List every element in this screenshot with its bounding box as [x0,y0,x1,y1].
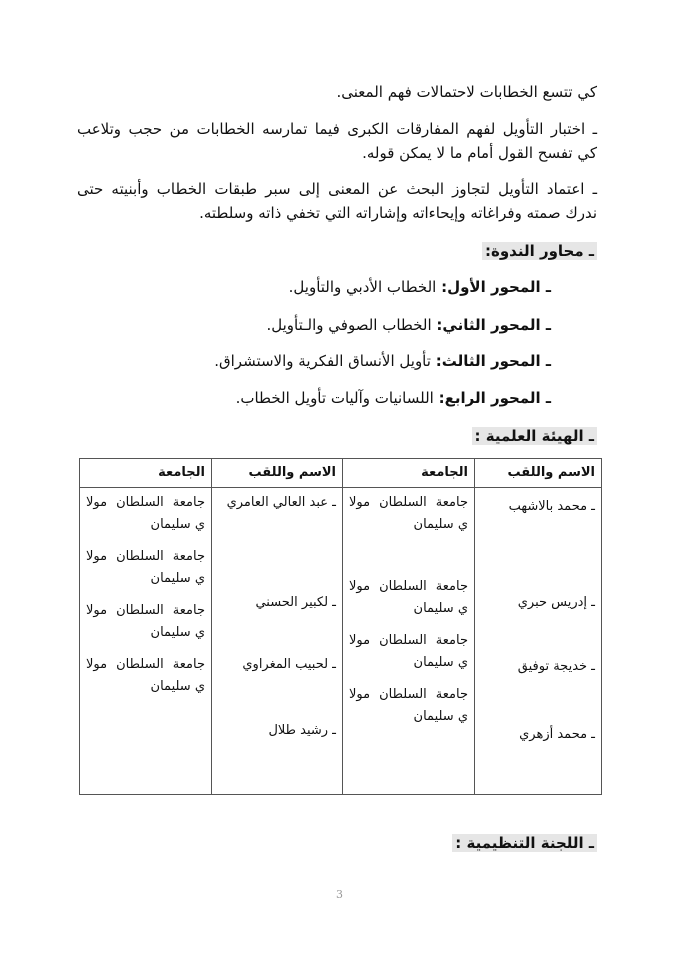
axis-label-4: ـ المحور الرابع: [438,389,551,407]
axis-item-1 [289,275,551,299]
member-university: جامعة السلطان مولا ي سليمان [349,579,468,616]
member-name: ـ إدريس حبري [517,595,595,610]
axis-text-1: الخطاب الأدبي والتأويل. [288,278,442,296]
axis-item-2 [266,313,551,337]
intro-p2-line-1: ـ اختبار التأويل لفهم المفارقات الكبرى فيما تمارسه الخطابات من حجب وتلاعب [77,120,597,138]
member-university: جامعة السلطان مولا ي سليمان [86,495,205,532]
header-name-title-1: الاسم واللقب [475,459,602,488]
member-name: ـ محمد أزهري [519,727,595,742]
universities-column-1 [343,488,475,795]
axis-text-2: الخطاب الصوفي والـتأويل. [266,316,437,334]
axis-item-4 [236,386,551,410]
organizing-heading: ـ اللجنة التنظيمية : [452,834,597,852]
axes-heading-row [77,239,597,263]
axis-label-1: ـ المحور الأول: [441,278,551,296]
member-university: جامعة السلطان مولا ي سليمان [349,687,468,724]
member-university: جامعة السلطان مولا ي سليمان [86,549,205,586]
intro-p3-line-1: ـ اعتماد التأويل لتجاوز البحث عن المعنى إلى سبر طبقات الخطاب وأبنيته حتى [77,180,597,198]
member-name: ـ محمد بالاشهب [508,499,595,514]
names-column-2 [212,488,343,795]
member-university: جامعة السلطان مولا ي سليمان [86,657,205,694]
table-body-row [80,488,602,795]
member-university: جامعة السلطان مولا ي سليمان [349,495,468,532]
member-university: جامعة السلطان مولا ي سليمان [349,633,468,670]
member-name: ـ لكبير الحسني [255,595,336,610]
scientific-committee-table [79,458,602,795]
header-university-2: الجامعة [80,459,212,488]
axes-heading: ـ محاور الندوة: [482,242,597,260]
member-name: ـ لحبيب المغراوي [242,657,336,672]
scientific-heading: ـ الهيئة العلمية : [472,427,597,445]
header-university-1: الجامعة [343,459,475,488]
page-number: 3 [336,888,343,901]
member-name: ـ عبد العالي العامري [226,495,336,510]
member-university: جامعة السلطان مولا ي سليمان [86,603,205,640]
scientific-heading-row [77,424,597,448]
member-name: ـ خديجة توفيق [517,659,595,674]
intro-line-1: كي تتسع الخطابات لاحتمالات فهم المعنى. [336,83,597,101]
axis-text-3: تأويل الأنساق الفكرية والاستشراق. [214,352,436,370]
organizing-heading-row [77,831,597,855]
intro-p3-line-2: ندرك صمته وفراغاته وإيحاءاته وإشاراته التي تخفي ذاته وسلطته. [199,204,597,222]
names-column-1 [475,488,602,795]
axis-label-2: ـ المحور الثاني: [436,316,551,334]
axis-label-3: ـ المحور الثالث: [435,352,551,370]
axis-text-4: اللسانيات وآليات تأويل الخطاب. [235,389,439,407]
table-header-row [80,459,602,488]
member-name: ـ رشيد طلال [268,723,336,738]
intro-p2-line-2: كي تفسح القول أمام ما لا يمكن قوله. [362,144,597,162]
header-name-title-2: الاسم واللقب [212,459,343,488]
axis-item-3 [214,349,551,373]
universities-column-2 [80,488,212,795]
